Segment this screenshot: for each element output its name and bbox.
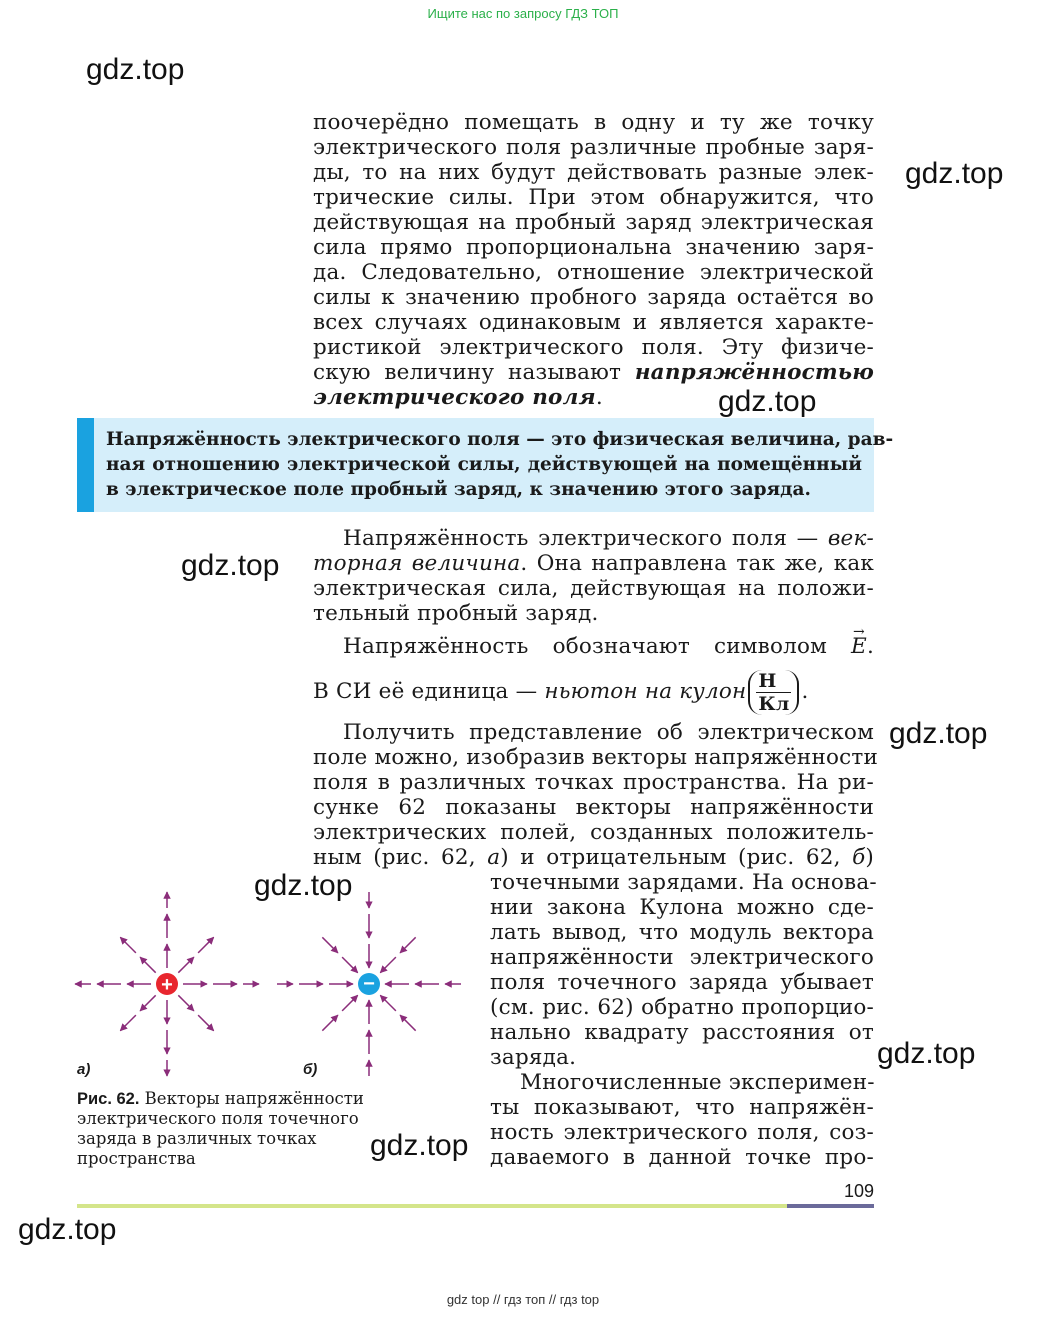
field-vector-arrow [322,937,338,953]
text-line: даваемого в данной точке про- [490,1145,874,1170]
watermark: gdz.top [370,1129,469,1162]
text-line [313,360,874,385]
text-line: действующая на пробный заряд электрическая [313,210,874,235]
text-line: сунке 62 показаны векторы напряжённости [313,795,874,820]
text-line: в электрическое поле пробный заряд, к значению этого заряда. [106,479,811,500]
watermark: gdz.top [254,869,353,902]
figure-62 [70,880,470,1080]
text-line: Получить представление об электрическом [343,720,874,745]
text-line: тельный пробный заряд. [313,601,599,626]
footer-rule [77,1204,787,1208]
definition-text [106,427,894,502]
field-vector-arrow [342,995,358,1011]
text-line: электрического поля различные пробные заря- [313,135,874,160]
vector-symbol: → E [851,634,867,659]
unit-fraction [748,670,799,715]
text-line: поле можно, изобразив векторы напряжённости [313,745,878,770]
watermark: gdz.top [18,1213,117,1246]
text-line [313,385,874,410]
text-line: силы к значению пробного заряда остаётся во [313,285,874,310]
text-line: нии закона Кулона можно сде- [490,895,874,920]
term-italic: торная величина [313,551,521,576]
watermark: gdz.top [718,385,817,418]
text-span: скую величину называют [313,360,635,385]
text-line: поля в различных точках пространства. На ри- [313,770,874,795]
caption-text: Векторы напряжённости электрического поля точечного заряда в различных точках пространства [77,1089,364,1168]
text-span: ным (рис. 62, [313,845,488,870]
text-line [313,551,874,576]
text-line: Напряжённость электрического поля — это физическая величина, рав- [106,429,894,450]
text-span: . [595,385,603,410]
watermark: gdz.top [877,1037,976,1070]
text-span: ) и отрицательным (рис. 62, [500,845,853,870]
paragraph-5 [313,720,878,870]
text-span: ) [865,845,874,870]
text-line: ристикой электрического поля. Эту физиче- [313,335,874,360]
paragraph-1 [313,110,874,410]
text-span: В СИ её единица — [313,679,545,704]
plus-sign: + [161,974,173,996]
minus-sign: − [363,973,375,995]
page-number: 109 [843,1181,874,1201]
field-vector-arrow [198,1015,214,1031]
text-line: да. Следовательно, отношение электрической [313,260,874,285]
text-line: электрических полей, созданных положитель- [313,820,874,845]
text-line: поля точечного заряда убывает [490,970,874,995]
unit-denominator: Кл [758,692,790,715]
text-span: . [866,634,874,659]
text-line: поочерёдно помещать в одну и ту же точку [313,110,874,135]
field-vector-arrow [140,995,156,1011]
text-line: точечными зарядами. На основа- [490,870,877,895]
field-vector-arrow [400,1015,416,1031]
figure-label-b: б) [303,1061,318,1078]
paragraph-6 [490,1070,874,1170]
field-vector-arrow [120,937,136,953]
text-line: ды, то на них будут действовать разные элек- [313,160,874,185]
text-span: . Она направлена так же, как [520,551,874,576]
field-vector-arrow [380,957,396,973]
paragraph-4 [313,664,874,720]
watermark: gdz.top [905,157,1004,190]
unit-numerator: Н [756,670,791,693]
text-line [313,845,874,870]
watermark: gdz.top [181,549,280,582]
definition-accent-bar [77,418,94,512]
text-line [313,526,874,551]
text-line: заряда. [490,1045,577,1070]
text-line: всех случаях одинаковым и является характе- [313,310,874,335]
field-vector-arrow [380,995,396,1011]
field-vector-arrow [140,957,156,973]
text-line: Многочисленные эксперимен- [520,1070,875,1095]
term-italic: а [487,845,501,870]
figure-caption [77,1089,387,1169]
text-line: лать вывод, что модуль вектора [490,920,874,945]
field-vector-arrow [178,995,194,1011]
paragraph-3 [313,634,874,659]
text-span: Напряжённость обозначают символом [343,634,852,659]
text-line [313,634,874,659]
bottom-links[interactable]: gdz top // гдз топ // гдз top [446,1292,600,1307]
top-banner[interactable]: Ищите нас по запросу ГДЗ ТОП [427,6,619,21]
paragraph-2 [313,526,874,626]
field-vector-arrow [198,937,214,953]
field-vector-arrow [400,937,416,953]
text-line: сила прямо пропорциональна значению заря- [313,235,874,260]
watermark: gdz.top [889,717,988,750]
field-vector-arrow [120,1015,136,1031]
text-span: Напряжённость электрического поля — [343,526,828,551]
watermark: gdz.top [86,53,185,86]
text-line: нально квадрату расстояния от [490,1020,874,1045]
text-line: ность электрического поля, соз- [490,1120,874,1145]
field-vector-arrow [342,957,358,973]
text-line: напряжённости электрического [490,945,874,970]
term-bold-italic: напряжённостью [634,360,874,385]
text-line: электрическая сила, действующая на положи- [313,576,874,601]
text-line: (см. рис. 62) обратно пропорцио- [490,995,874,1020]
text-line: ты показывают, что напряжён- [490,1095,874,1120]
text-line: трические силы. При этом обнаружится, что [313,185,874,210]
paragraph-5-continued [490,870,877,1070]
caption-label: Рис. 62. [77,1090,140,1108]
term-italic: ньютон на кулон [544,679,747,704]
text-span: . [801,679,809,704]
figure-label-a: а) [77,1061,91,1078]
footer-rule-accent [787,1204,874,1208]
field-vector-arrow [178,957,194,973]
term-italic: век- [827,526,874,551]
text-line: ная отношению электрической силы, действующей на помещённый [106,454,862,475]
term-italic: б [852,845,866,870]
term-bold-italic: электрического поля [313,385,596,410]
field-vector-arrow [322,1015,338,1031]
